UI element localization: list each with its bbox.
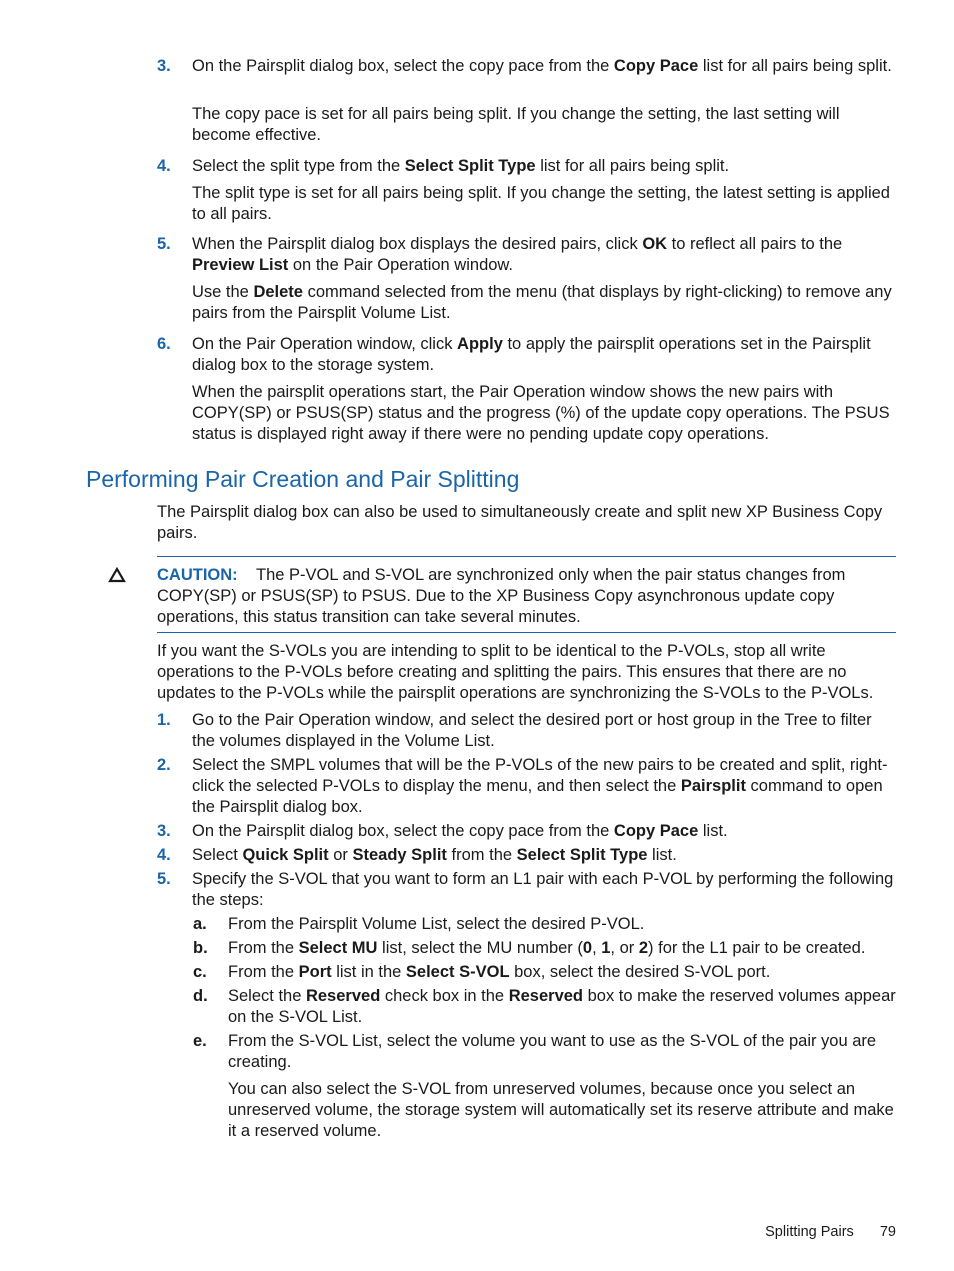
- step-text: On the Pairsplit dialog box, select the copy pace from the Copy Pace list for all pairs being split.: [192, 57, 892, 75]
- substep-letter: e.: [193, 1032, 207, 1050]
- step-text: On the Pairsplit dialog box, select the copy pace from the Copy Pace list.: [192, 822, 728, 840]
- caution-text: CAUTION: The P-VOL and S-VOL are synchronized only when the pair status changes from COPY(SP) or PSUS(SP) to PSUS. Due to the XP Business Copy asynchronous update copy operations, this status transition can take several minutes.: [157, 566, 846, 626]
- body-paragraph: If you want the S-VOLs you are intending to split to be identical to the P-VOLs, stop all write operations to the P-VOLs before creating and splitting the pairs. This ensures that there are no updates to the P-VOLs while the pairsplit operations are synchronizing the S-VOLs to the P-VOLs.: [157, 642, 874, 702]
- substep-text: From the S-VOL List, select the volume you want to use as the S-VOL of the pair you are creating.: [228, 1032, 877, 1071]
- substep-text: From the Select MU list, select the MU number (0, 1, or 2) for the L1 pair to be created.: [228, 939, 866, 957]
- step-text: Go to the Pair Operation window, and select the desired port or host group in the Tree to filter the volumes displayed in the Volume List.: [192, 711, 872, 750]
- step-text: When the Pairsplit dialog box displays the desired pairs, click OK to reflect all pairs to the Preview List on the Pair Operation window.: [192, 235, 843, 274]
- step-text: Select the split type from the Select Split Type list for all pairs being split.: [192, 157, 730, 175]
- step-text: Specify the S-VOL that you want to form an L1 pair with each P-VOL by performing the following the steps:: [192, 870, 894, 909]
- step-number: 3.: [157, 57, 171, 75]
- step-text: Select Quick Split or Steady Split from the Select Split Type list.: [192, 846, 677, 864]
- step-number: 4.: [157, 846, 171, 864]
- substep-text: From the Port list in the Select S-VOL box, select the desired S-VOL port.: [228, 963, 771, 981]
- footer-section: Splitting Pairs: [765, 1224, 854, 1240]
- step-number: 4.: [157, 157, 171, 175]
- step-number: 2.: [157, 756, 171, 774]
- step-number: 1.: [157, 711, 171, 729]
- substep-note: You can also select the S-VOL from unreserved volumes, because once you select an unreserved volume, the storage system will automatically set its reserve attribute and make it a reserved volume.: [228, 1080, 894, 1140]
- section-heading: Performing Pair Creation and Pair Splitting: [86, 466, 520, 492]
- substep-letter: c.: [193, 963, 207, 981]
- caution-icon: [108, 567, 126, 583]
- caution-top-rule: [157, 556, 896, 557]
- step-note: The split type is set for all pairs being split. If you change the setting, the latest setting is applied to all pairs.: [192, 184, 890, 223]
- substep-letter: a.: [193, 915, 207, 933]
- step-text: On the Pair Operation window, click Apply to apply the pairsplit operations set in the Pairsplit dialog box to the storage system.: [192, 335, 871, 374]
- step-number: 5.: [157, 870, 171, 888]
- caution-label: CAUTION:: [157, 566, 238, 584]
- page-number: 79: [879, 1224, 896, 1240]
- page-footer: [765, 1223, 896, 1241]
- step-number: 5.: [157, 235, 171, 253]
- step-number: 3.: [157, 822, 171, 840]
- caution-bottom-rule: [157, 632, 896, 633]
- step-number: 6.: [157, 335, 171, 353]
- intro-paragraph: The Pairsplit dialog box can also be used to simultaneously create and split new XP Business Copy pairs.: [157, 503, 883, 542]
- substep-text: Select the Reserved check box in the Reserved box to make the reserved volumes appear on the S-VOL List.: [228, 987, 896, 1026]
- substep-text: From the Pairsplit Volume List, select the desired P-VOL.: [228, 915, 645, 933]
- step-note: When the pairsplit operations start, the Pair Operation window shows the new pairs with COPY(SP) or PSUS(SP) status and the progress (%) of the update copy operations. The PSUS status is displayed right away if there were no pending update copy operations.: [192, 383, 890, 443]
- step-note: Use the Delete command selected from the menu (that displays by right-clicking) to remove any pairs from the Pairsplit Volume List.: [192, 283, 892, 322]
- substep-letter: d.: [193, 987, 208, 1005]
- step-text: Select the SMPL volumes that will be the P-VOLs of the new pairs to be created and split, right-click the selected P-VOLs to display the menu, and then select the Pairsplit command to open the Pairsplit dialog box.: [192, 756, 888, 816]
- step-note: The copy pace is set for all pairs being split. If you change the setting, the last setting will become effective.: [192, 105, 840, 144]
- substep-letter: b.: [193, 939, 208, 957]
